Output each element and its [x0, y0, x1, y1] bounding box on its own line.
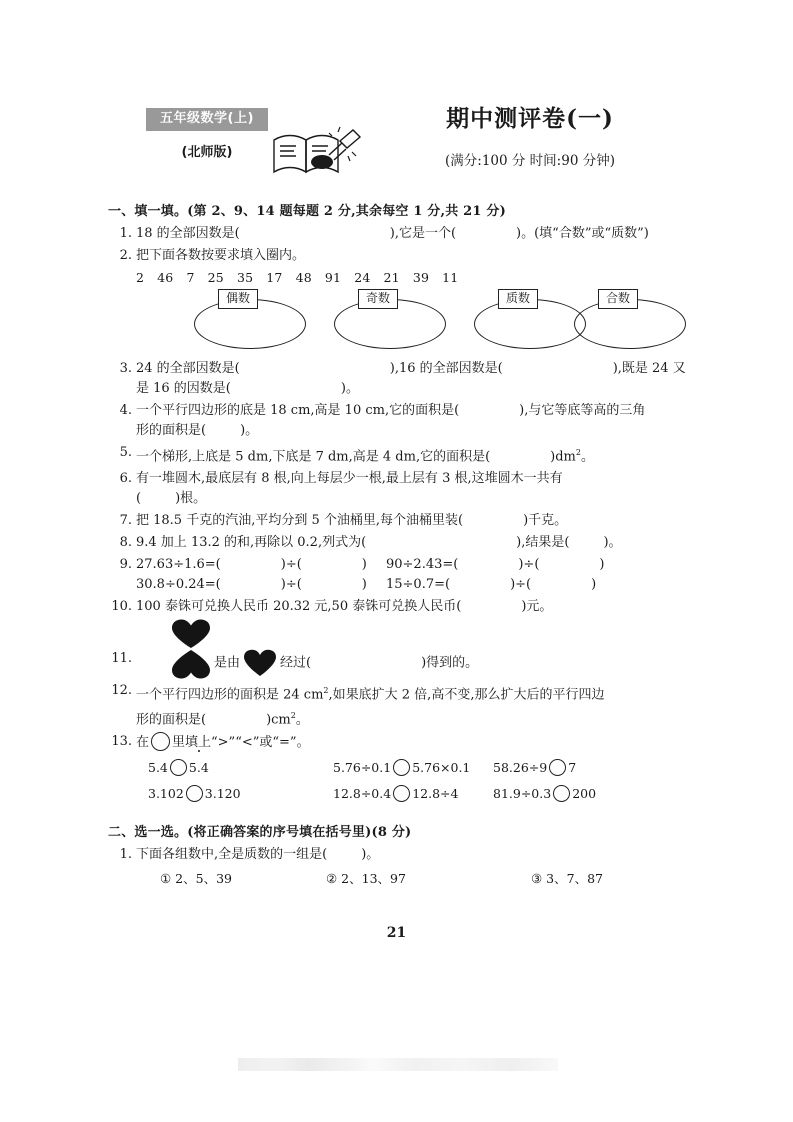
question-3-number: 3.: [119, 361, 132, 376]
q12-text-e: 。: [295, 711, 309, 727]
cmp-item: [493, 755, 576, 781]
section2-q1-number: 1.: [119, 846, 132, 862]
q1-text-b: ),它是一个(: [389, 226, 457, 241]
pool-number: 48: [295, 270, 312, 285]
pool-number: 11: [442, 270, 459, 285]
question-5-body: [136, 443, 688, 467]
cmp-right: 12.8÷4: [412, 785, 459, 801]
cmp-left: 12.8÷0.4: [333, 785, 392, 801]
s2q1-text-b: )。: [361, 846, 380, 862]
grade-subject-banner: 五年级数学(上): [146, 108, 268, 131]
page-header: [108, 100, 688, 192]
question-2: [108, 246, 688, 266]
section-1-heading: 一、填一填。(第 2、9、14 题每题 2 分,其余每空 1 分,共 21 分): [108, 204, 506, 219]
q3-text-d: 是 16 的因数是(: [136, 381, 231, 396]
question-13: [108, 732, 688, 753]
pool-number: 35: [236, 270, 254, 285]
q1-text-c: )。(填“合数”或“质数”): [516, 226, 649, 241]
q9-r2r-b: )÷(: [510, 577, 532, 593]
question-4: [108, 401, 688, 441]
question-1-body: [136, 224, 688, 244]
section2-q1-body: [136, 845, 688, 865]
question-9-body: [136, 555, 688, 595]
cmp-left: 3.102: [148, 785, 184, 801]
q4-text-b: ),与它等底等高的三角: [519, 403, 646, 418]
q12-text-a: 一个平行四边形的面积是 24 cm: [136, 687, 324, 703]
question-7-body: [136, 511, 688, 531]
q9-row1-right: [386, 557, 604, 572]
cmp-right-repeating: [189, 755, 209, 781]
q3-text-a: 24 的全部因数是(: [136, 361, 240, 376]
question-2-body: 把下面各数按要求填入圈内。: [136, 248, 306, 263]
q9-r1l-a: 27.63÷1.6=(: [136, 557, 221, 573]
question-13-number: 13.: [111, 733, 132, 749]
exam-content: [108, 200, 688, 891]
q9-r1r-b: )÷(: [518, 557, 540, 573]
cmp-right: 200: [572, 785, 597, 801]
s2q1-text-a: 下面各组数中,全是质数的一组是(: [136, 846, 328, 862]
q13-text-b: 里填上“>”“<”或“=”。: [172, 734, 310, 750]
q9-r2l-a: 30.8÷0.24=(: [136, 577, 221, 593]
question-6: [108, 469, 688, 509]
question-9-number: 9.: [119, 557, 132, 573]
question-9: [108, 555, 688, 595]
cmp-item: [148, 781, 241, 807]
q13-text-a: 在: [136, 734, 150, 750]
q3-text-c: ),既是 24 又: [612, 361, 686, 376]
pool-number: 2: [136, 270, 145, 285]
question-13-row-2: [148, 781, 688, 807]
question-8: [108, 533, 688, 553]
q12-text-c: 形的面积是(: [136, 711, 207, 727]
pool-number: 24: [354, 270, 371, 285]
grade-subject-banner-block: [146, 108, 268, 160]
venn-label-composite: 合数: [598, 289, 638, 309]
cmp-circle[interactable]: [170, 759, 187, 776]
q4-text-d: )。: [240, 423, 259, 438]
question-4-number: 4.: [119, 403, 132, 418]
q5-text-a: 一个梯形,上底是 5 dm,下底是 7 dm,高是 4 dm,它的面积是(: [136, 449, 491, 465]
question-5-number: 5.: [119, 445, 132, 460]
question-2-number-pool: [136, 270, 688, 285]
q8-text-a: 9.4 加上 13.2 的和,再除以 0.2,列式为(: [136, 535, 367, 551]
q10-text-a: 100 泰铢可兑换人民币 20.32 元,50 泰铢可兑换人民币(: [136, 599, 462, 615]
question-12-body: [136, 681, 688, 730]
q9-row2-left: [136, 575, 386, 595]
question-10: [108, 597, 688, 617]
page-number: 21: [386, 925, 407, 941]
cmp-right: 3.120: [204, 785, 241, 801]
q1-text-a: 18 的全部因数是(: [136, 226, 240, 241]
q9-row1-left: [136, 555, 386, 575]
question-11-number: 11.: [111, 651, 132, 667]
q13-sample-circle[interactable]: [151, 732, 170, 751]
question-3-body: [136, 359, 688, 399]
q9-r1l-b: )÷(: [280, 557, 302, 573]
option-2[interactable]: ② 2、13、97: [326, 870, 406, 886]
question-11-inline: [214, 649, 478, 677]
cmp-left: 5.76÷0.1: [333, 759, 392, 775]
option-1[interactable]: ① 2、5、39: [160, 870, 232, 886]
pool-number: 21: [383, 270, 400, 285]
cmp-left: 58.26÷9: [493, 759, 548, 775]
question-10-number: 10.: [111, 599, 132, 615]
question-2-number: 2.: [119, 248, 132, 263]
cmp-circle[interactable]: [553, 785, 570, 802]
q4-text-c: 形的面积是(: [136, 423, 207, 438]
section2-q1-options: [136, 869, 688, 891]
pool-number: 7: [186, 270, 195, 285]
section2-question-1: [108, 845, 688, 865]
cmp-left: 5.4: [148, 759, 168, 775]
cmp-right: 5.76×0.1: [412, 759, 471, 775]
q12-text-b: ,如果底扩大 2 倍,高不变,那么扩大后的平行四边: [328, 687, 605, 703]
cmp-circle[interactable]: [393, 759, 410, 776]
q7-text-b: )千克。: [523, 513, 568, 529]
question-8-number: 8.: [119, 535, 132, 551]
question-12-number: 12.: [111, 683, 132, 699]
q3-text-b: ),16 的全部因数是(: [389, 361, 503, 376]
cmp-left: 81.9÷0.3: [493, 785, 552, 801]
cmp-item: [333, 781, 458, 807]
question-4-body: [136, 401, 688, 441]
edition-label: (北师版): [181, 145, 233, 161]
question-6-number: 6.: [119, 471, 132, 487]
question-8-body: [136, 533, 688, 553]
q6-text-a: 有一堆圆木,最底层有 8 根,向上每层少一根,最上层有 3 根,这堆圆木一共有: [136, 471, 563, 487]
q6-text-c: )根。: [175, 491, 207, 507]
scan-watermark-bar: [238, 1058, 558, 1071]
question-1-number: 1.: [119, 226, 132, 241]
q9-r2l-b: )÷(: [280, 577, 302, 593]
q9-r2r-a: 15÷0.7=(: [386, 577, 451, 593]
question-6-body: [136, 469, 688, 509]
cmp-right: 5.4: [188, 759, 209, 775]
question-10-body: [136, 597, 688, 617]
venn-label-prime: 质数: [498, 289, 538, 309]
q7-text-a: 把 18.5 千克的汽油,平均分到 5 个油桶里,每个油桶里装(: [136, 513, 464, 529]
cmp-right: 7: [568, 759, 577, 775]
q8-text-b: ),结果是(: [516, 535, 570, 551]
venn-label-even: 偶数: [218, 289, 258, 309]
question-11: [108, 619, 688, 681]
pool-number: 25: [207, 270, 224, 285]
q9-r2r-c: ): [591, 577, 597, 593]
q6-text-b: (: [136, 491, 142, 507]
question-12: [108, 681, 688, 730]
q3-text-e: )。: [340, 381, 359, 396]
cmp-circle[interactable]: [186, 785, 203, 802]
open-book-with-magnifier-icon: [268, 122, 364, 180]
q4-text-a: 一个平行四边形的底是 18 cm,高是 10 cm,它的面积是(: [136, 403, 460, 418]
cmp-item: [148, 755, 209, 781]
title-block: [370, 100, 690, 169]
pool-number: 91: [324, 270, 342, 285]
exam-meta: (满分:100 分 时间:90 分钟): [445, 153, 615, 169]
q12-sup-1: 2: [323, 686, 329, 696]
pool-number: 46: [157, 270, 174, 285]
cmp-circle[interactable]: [549, 759, 566, 776]
question-13-body: [136, 732, 688, 753]
q9-r1r-c: ): [599, 557, 605, 573]
option-3[interactable]: ③ 3、7、87: [531, 870, 603, 886]
question-3: [108, 359, 688, 399]
venn-label-odd: 奇数: [358, 289, 398, 309]
q5-sup: 2: [575, 448, 581, 457]
cmp-circle[interactable]: [393, 785, 410, 802]
q11-text-b: 经过(: [280, 655, 312, 671]
page-title: 期中测评卷(一): [446, 105, 614, 132]
q9-r1r-a: 90÷2.43=(: [386, 557, 459, 573]
question-13-row-1: [148, 755, 688, 781]
double-heart-mirrored-icon: [170, 619, 212, 679]
question-2-venn-row: [108, 289, 688, 353]
q9-r1l-c: ): [361, 557, 367, 573]
q11-text-a: 是由: [214, 655, 241, 671]
q10-text-b: )元。: [521, 599, 553, 615]
q5-text-b: )dm: [550, 449, 576, 465]
q9-row2-right: [386, 577, 596, 592]
question-1: [108, 224, 688, 244]
pool-number: 39: [412, 270, 430, 285]
q12-sup-2: 2: [290, 710, 296, 720]
cmp-item: [493, 781, 596, 807]
section-2-heading: 二、选一选。(将正确答案的序号填在括号里)(8 分): [108, 824, 412, 840]
heart-icon: [243, 649, 277, 677]
q9-r2l-c: ): [361, 577, 367, 593]
q8-text-c: )。: [603, 535, 622, 551]
q5-text-c: 。: [580, 449, 594, 465]
question-7-number: 7.: [119, 513, 132, 529]
pool-number: 17: [266, 270, 283, 285]
q11-text-c: )得到的。: [421, 655, 479, 671]
question-7: [108, 511, 688, 531]
q12-text-d: )cm: [266, 711, 291, 727]
cmp-item: [333, 755, 470, 781]
question-5: [108, 443, 688, 467]
